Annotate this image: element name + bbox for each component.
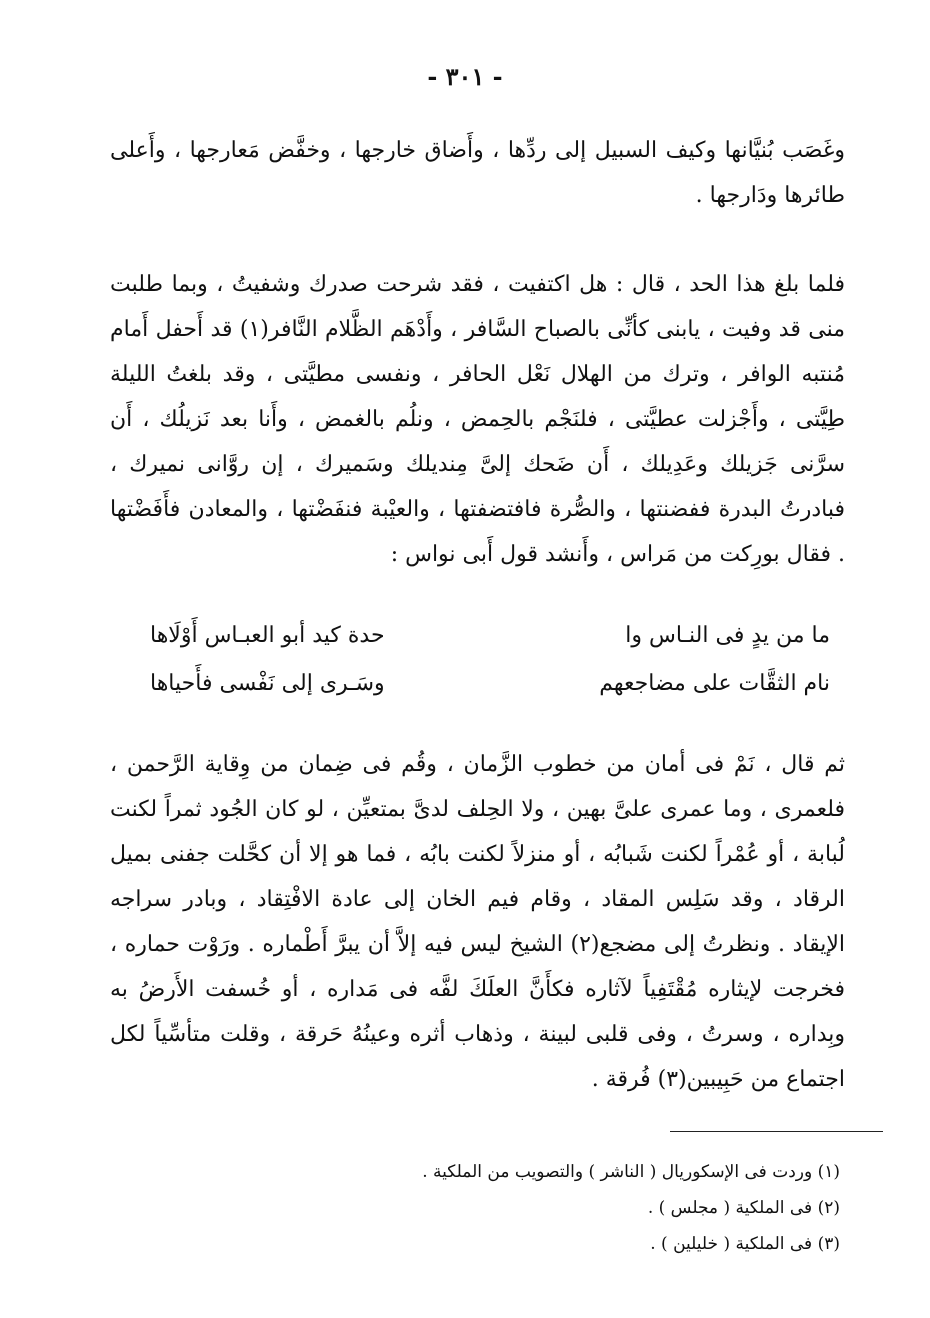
poem-first-hemistich: ما من يدٍ فى النـاس وا bbox=[625, 623, 830, 648]
poem-verses bbox=[150, 612, 830, 708]
page-number: - ٣٠١ - bbox=[427, 62, 503, 91]
paragraph-2 bbox=[110, 262, 845, 577]
footnote-divider bbox=[670, 1131, 883, 1132]
footnotes bbox=[110, 1154, 840, 1262]
footnote-1: (١) وردت فى الإسكوريال ( الناشر ) والتصويب من الملكية . bbox=[422, 1162, 840, 1182]
poem-first-hemistich: نام الثقَّات على مضاجعهم bbox=[599, 671, 830, 696]
poem-second-hemistich: حدة كيد أبو العبـاس أَوْلَاها bbox=[150, 623, 385, 648]
poem-second-hemistich: وسَـرى إلى نَفْسى فأَحياها bbox=[150, 671, 385, 696]
paragraph-text: وغَصَب بُنيَّانها وكيف السبيل إلى ردِّها ، وأَضاق خارجها ، وخفَّض مَعارجها ، وأَعلى طائرها ودَارجها . bbox=[110, 138, 845, 208]
paragraph-3 bbox=[110, 742, 845, 1102]
footnote-2: (٢) فى الملكية ( مجلس ) . bbox=[647, 1198, 840, 1218]
paragraph-1 bbox=[110, 128, 845, 218]
poem-line bbox=[150, 612, 830, 660]
poem-line bbox=[150, 660, 830, 708]
paragraph-text: فلما بلغ هذا الحد ، قال : هل اكتفيت ، فقد شرحت صدرك وشفيتُ ، وبما طلبت منى قد وفيت ، يابنى كأنِّى بالصباح السَّافر ، وأَدْهَم الظَّلام النَّافر(١) قد أَحفل أَمام مُنتبه الوافر ، وترك من الهلال نَعْل الحافر ، ونفسى مطيَّتى ، وقد بلغتُ الليلة طِيَّتى ، وأَجْزلت عطيَّتى ، فلنَجْم بالحِمض ، ونلُم بالغمض ، وأَنا بعد نَزيلُك ، أَن سرَّنى جَزيلك وعَدِيلك ، أَن ضَحك إلىَّ مِنديلك وسَميرك ، إن روَّانى نميرك ، فبادرتُ البدرة ففضنتها ، والصُّرة فافتضفتها ، والعيْبة فنفَضْتها ، والمعادن فأَفَضْتها . فقال بورِكت من مَراس ، وأَنشد قول أَبى نواس : bbox=[110, 272, 845, 567]
paragraph-text: ثم قال ، نَمْ فى أمان من خطوب الزَّمان ، وقُم فى ضِمان من وِقاية الرَّحمن ، فلعمرى ، وما عمرى علىَّ بهين ، ولا الحِلف لدىَّ بمتعيِّن ، لو كان الجُود ثمراً لكنت لُبابة ، أو عُمْراً لكنت شَبابُه ، أو منزلاً لكنت بابُه ، فما هو إلا أن كحَّلت جفنى بميل الرقاد ، وقد سَلِس المقاد ، وقام فيم الخان إلى عادة الافْتِقاد ، وبادر سراجه الإيقاد . ونظرتُ إلى مضجع(٢) الشيخ ليس فيه إلاَّ أن يبرَّ أَطْماره . ورَوْت حماره ، فخرجت لإيثاره مُقْتَفِياً لآثاره فكأَنَّ العلَكَ لفَّه فى مَداره ، أو خُسفت الأَرضُ به وبِداره ، وسرتُ ، وفى قلبى لبينة ، وذهاب أثره وعينُهُ حَرقة ، وقلت متأسِّياً لكل اجتماع من حَبِيبين(٣) فُرقة . bbox=[110, 752, 846, 1092]
footnote-3: (٣) فى الملكية ( خليلين ) . bbox=[650, 1234, 840, 1254]
